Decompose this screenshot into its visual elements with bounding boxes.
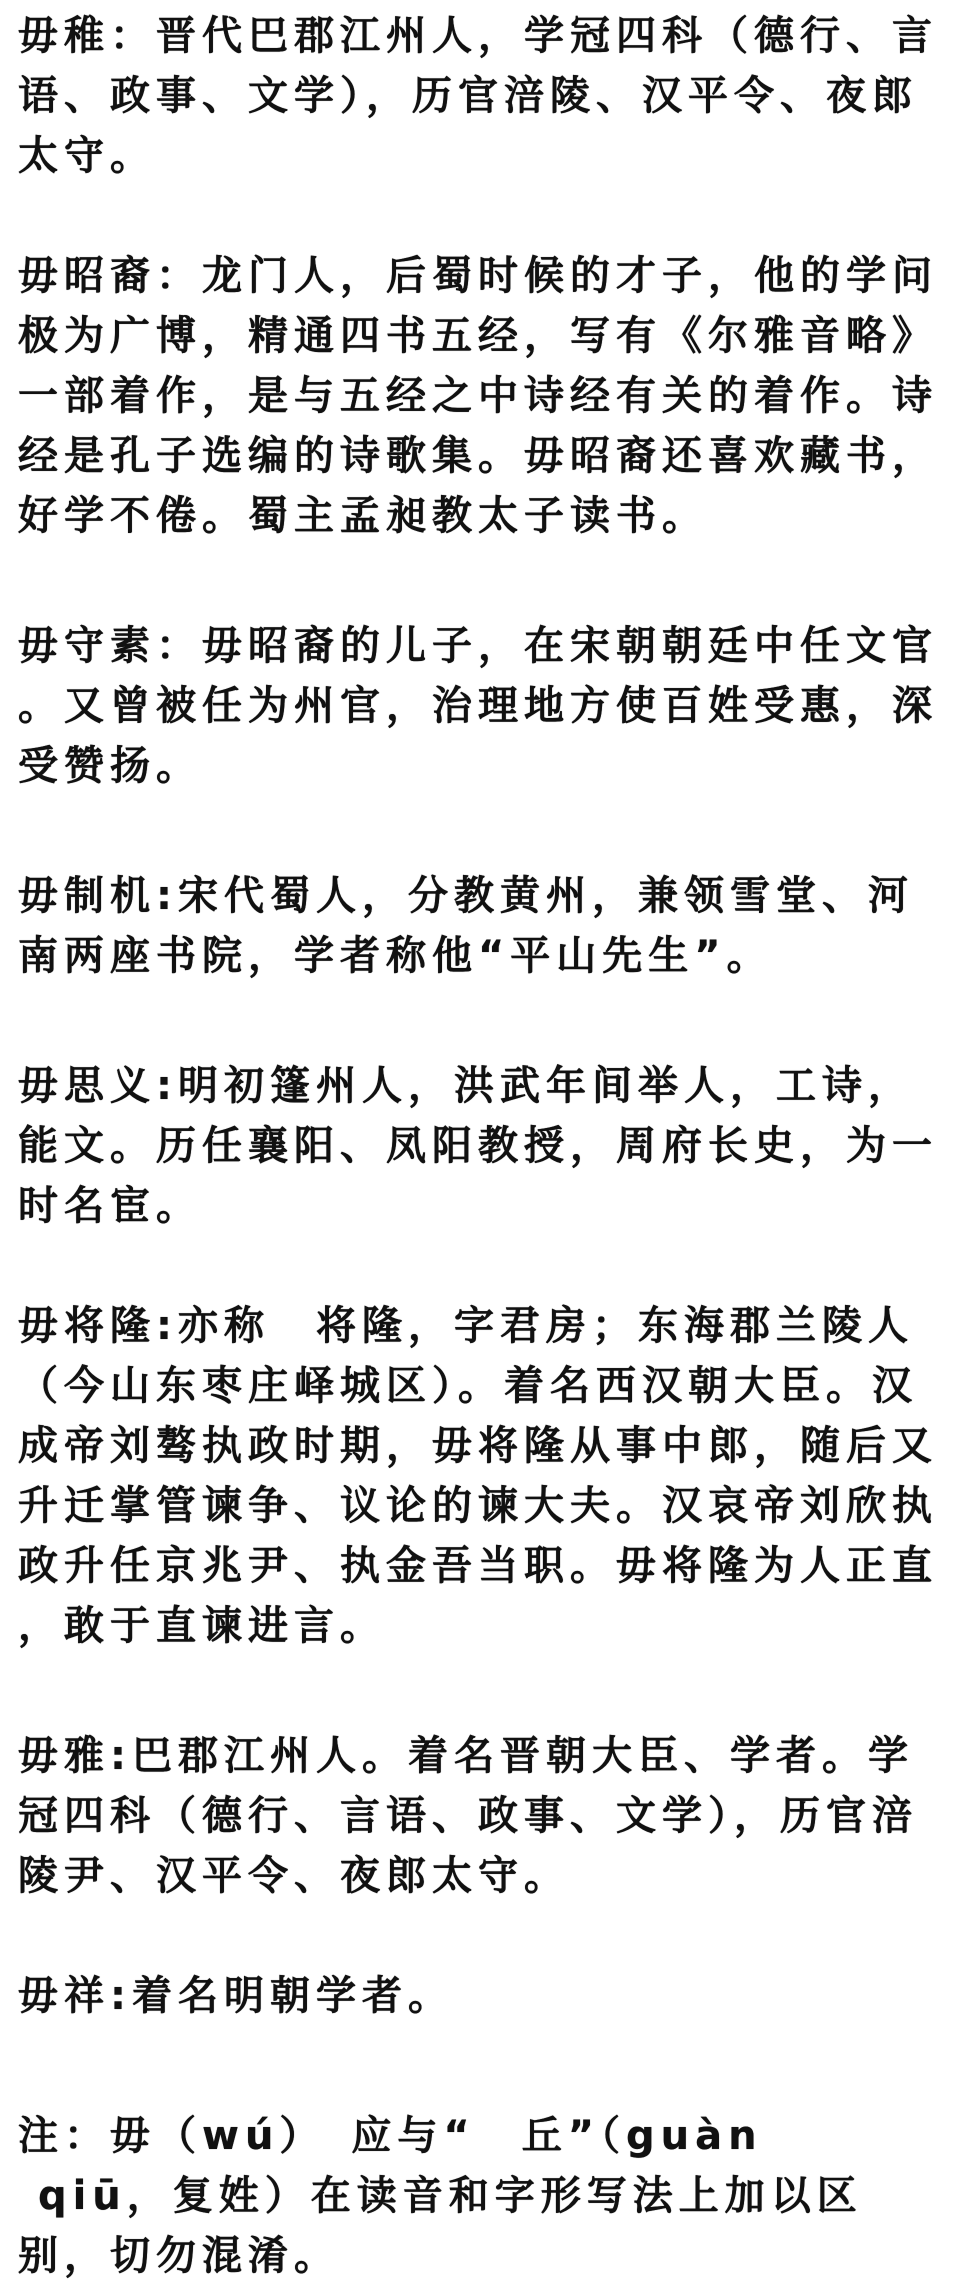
entry-line: 别，切勿混淆。 (18, 2233, 340, 2279)
entry-line: 冠四科（德行、言语、政事、文学），历官涪 (18, 1793, 918, 1839)
entry-line: 极为广博，精通四书五经，写有《尔雅音略》 (18, 313, 938, 359)
entry-line: 受赞扬。 (18, 743, 202, 789)
entry-wu-ya (18, 1726, 962, 1906)
entry-line: 能文。历任襄阳、凤阳教授，周府长史，为一 (18, 1123, 938, 1169)
entry-line: 毋将隆:亦称 将隆，字君房；东海郡兰陵人 (18, 1303, 914, 1349)
entry-line: 经是孔子选编的诗歌集。毋昭裔还喜欢藏书， (18, 433, 938, 479)
entry-line: 毋守素：毋昭裔的儿子，在宋朝朝廷中任文官 (18, 623, 938, 669)
note-paragraph (18, 2106, 962, 2286)
entry-wu-zhi (18, 6, 962, 186)
entry-wu-jianglong (18, 1296, 962, 1656)
entry-line: 陵尹、汉平令、夜郎太守。 (18, 1853, 570, 1899)
entry-line: 语、政事、文学），历官涪陵、汉平令、夜郎 (18, 73, 918, 119)
entry-line: qiū，复姓）在读音和字形写法上加以区 (18, 2173, 863, 2219)
entry-line: 升迁掌管谏争、议论的谏大夫。汉哀帝刘欣执 (18, 1483, 938, 1529)
entry-wu-shousu (18, 616, 962, 796)
entry-line: 毋祥:着名明朝学者。 (18, 1973, 454, 2019)
entry-line: 好学不倦。蜀主孟昶教太子读书。 (18, 493, 708, 539)
entry-wu-zhiji (18, 866, 962, 986)
entry-line: 南两座书院，学者称他“平山先生”。 (18, 933, 773, 979)
entry-line: 毋制机:宋代蜀人，分教黄州，兼领雪堂、河 (18, 873, 914, 919)
entry-line: 成帝刘骜执政时期，毋将隆从事中郎，随后又 (18, 1423, 938, 1469)
entry-line: 毋思义:明初篷州人，洪武年间举人，工诗， (18, 1063, 914, 1109)
entry-line: 太守。 (18, 133, 156, 179)
entry-line: 毋昭裔：龙门人，后蜀时候的才子，他的学问 (18, 253, 938, 299)
entry-line: ，敢于直谏进言。 (18, 1603, 386, 1649)
entry-line: 政升任京兆尹、执金吾当职。毋将隆为人正直 (18, 1543, 938, 1589)
entry-line: 毋稚：晋代巴郡江州人，学冠四科（德行、言 (18, 13, 938, 59)
entry-line: 注：毋（wú） 应与“ 丘”（guàn (18, 2113, 763, 2159)
entry-wu-zhaoyi (18, 246, 962, 546)
entry-line: 时名宦。 (18, 1183, 202, 1229)
entry-line: 一部着作，是与五经之中诗经有关的着作。诗 (18, 373, 938, 419)
entry-wu-xiang (18, 1966, 962, 2026)
entry-line: 。又曾被任为州官，治理地方使百姓受惠，深 (18, 683, 938, 729)
entry-wu-siyi (18, 1056, 962, 1236)
entry-line: 毋雅:巴郡江州人。着名晋朝大臣、学者。学 (18, 1733, 914, 1779)
entry-line: （今山东枣庄峄城区）。着名西汉朝大臣。汉 (18, 1363, 918, 1409)
